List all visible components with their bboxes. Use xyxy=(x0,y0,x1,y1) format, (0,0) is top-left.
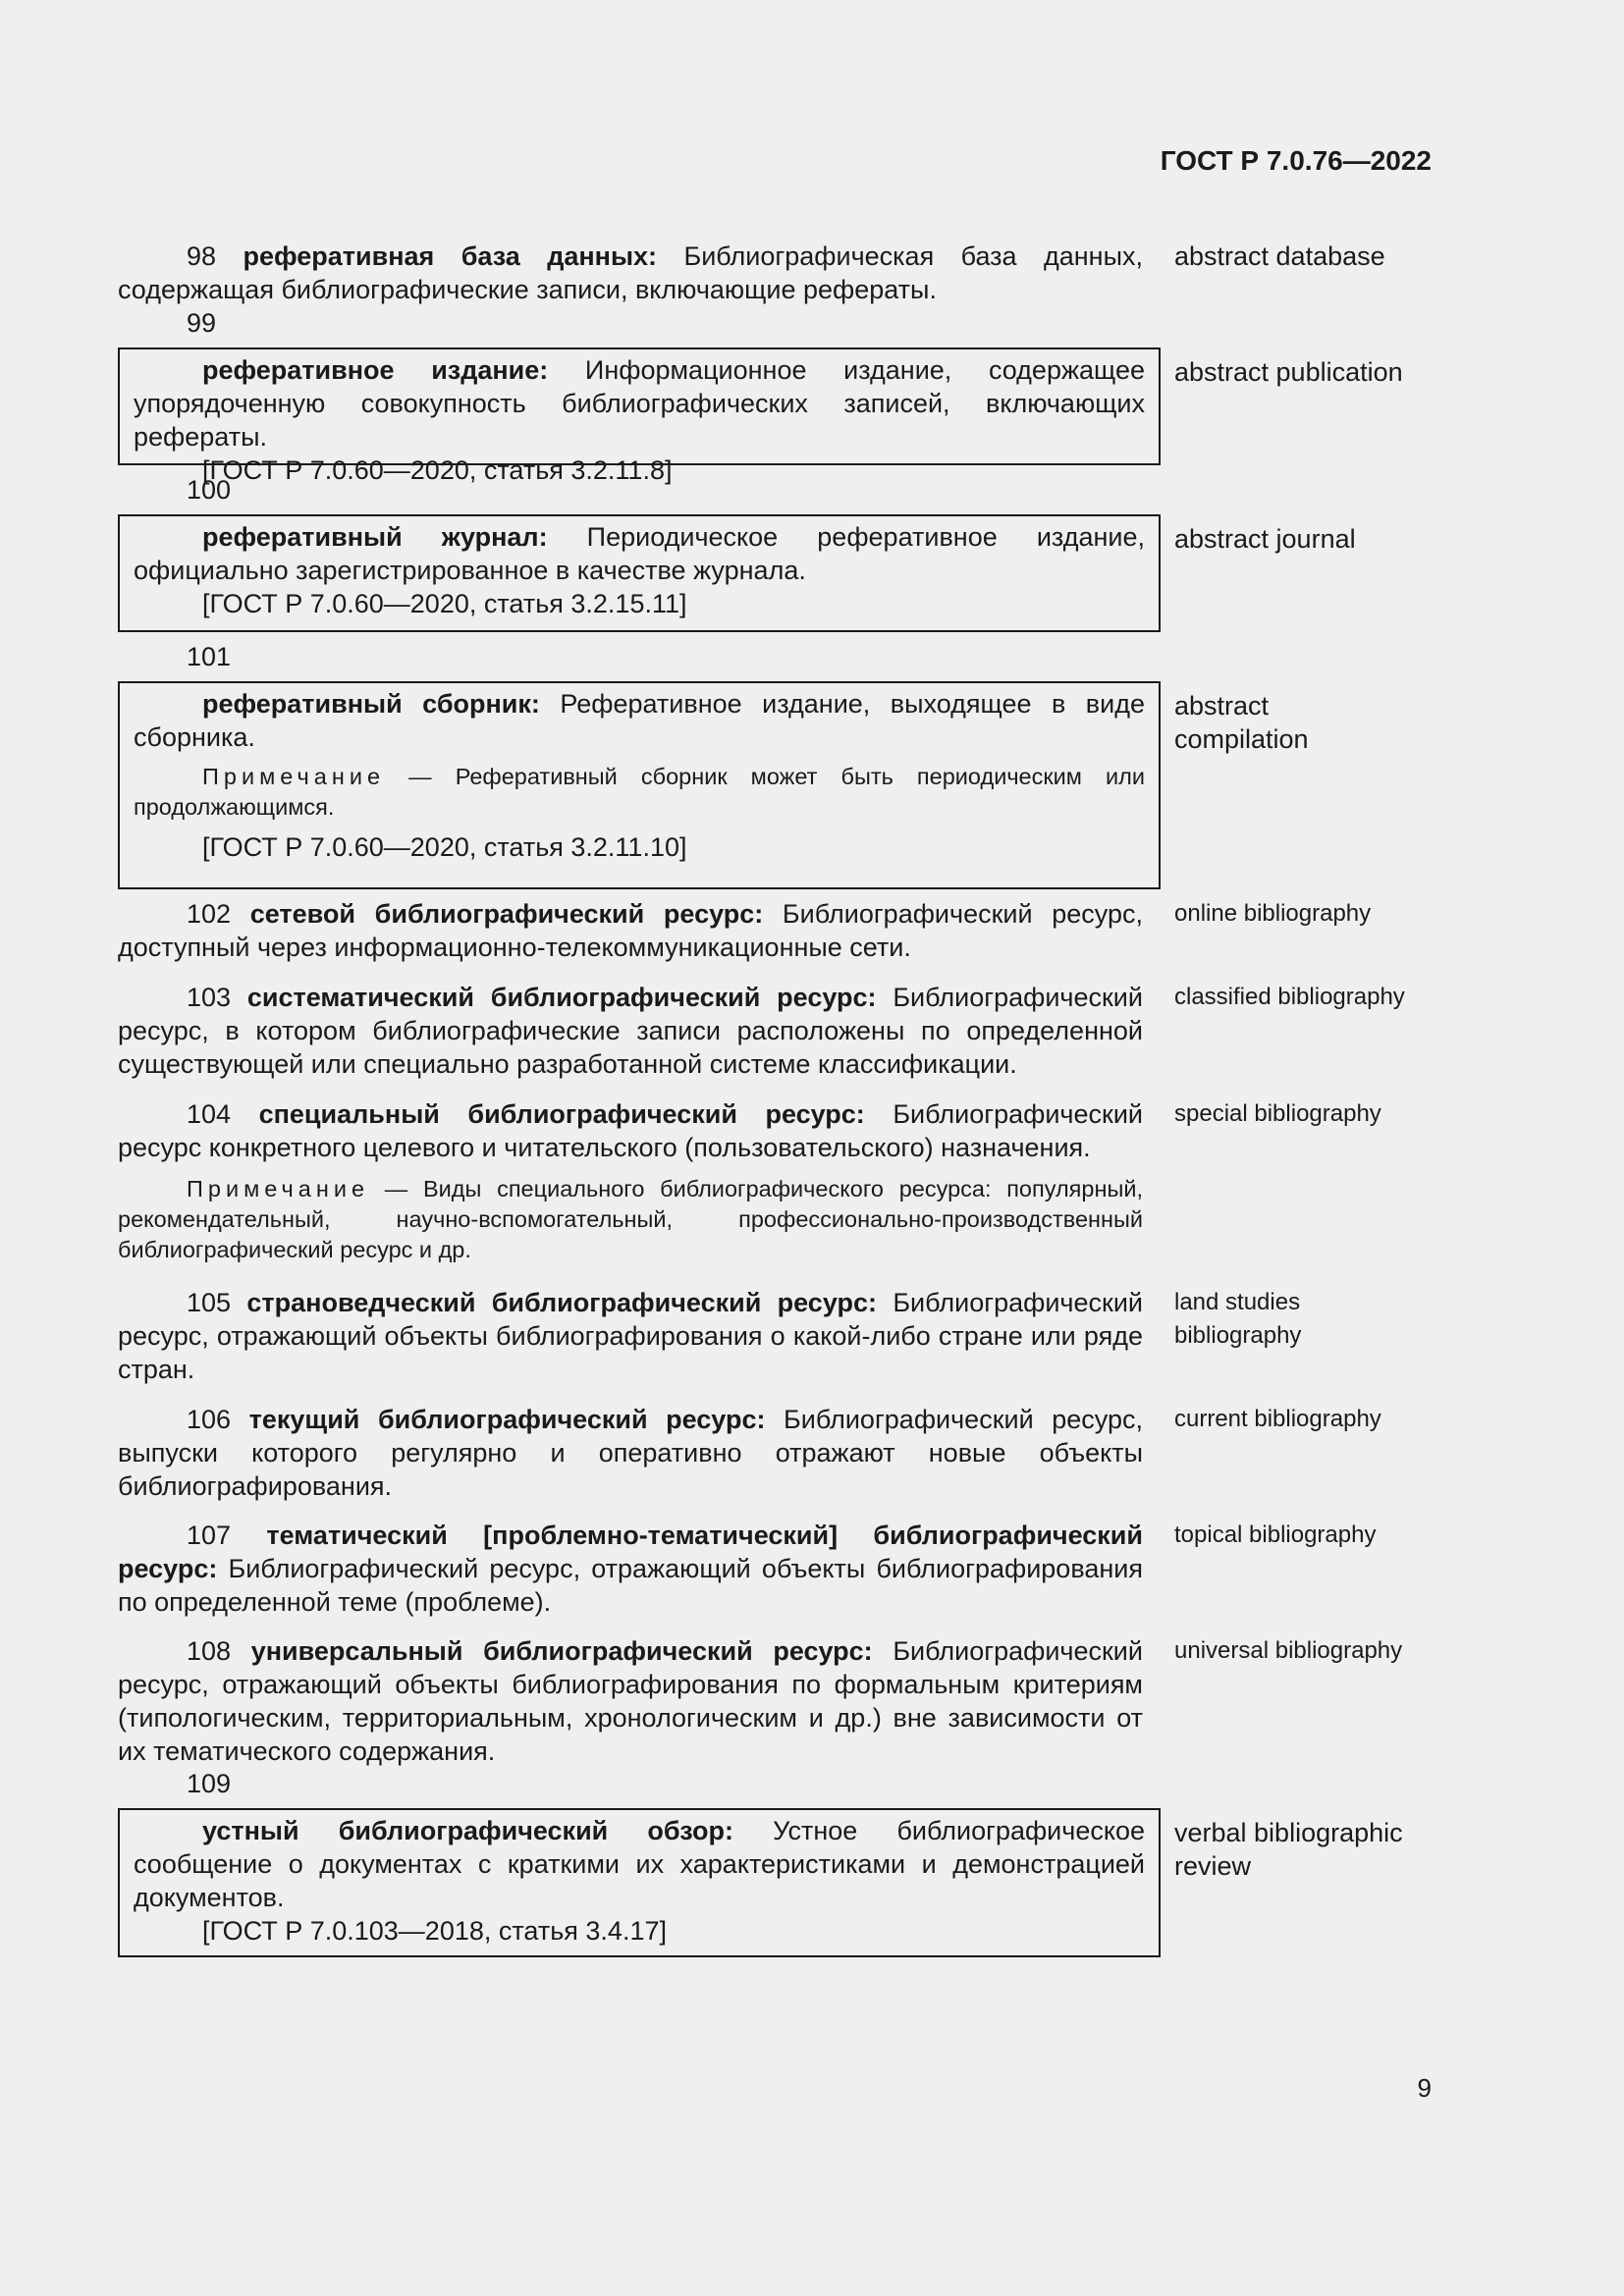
term-definition: Реферативное издание, выходящее в виде сборника. xyxy=(134,689,1145,752)
term-number: 106 xyxy=(187,1405,232,1434)
term-title: реферативный сборник: xyxy=(202,689,540,719)
english-equivalent: online bibliography xyxy=(1174,900,1372,927)
note-text: — Реферативный сборник может быть периодическим или продолжающимся. xyxy=(134,764,1145,820)
english-equivalent: abstract database xyxy=(1174,241,1385,271)
term-text xyxy=(134,687,1145,864)
term-title: реферативный журнал: xyxy=(202,522,548,552)
english-equivalent xyxy=(1174,689,1434,756)
term-text xyxy=(134,520,1145,620)
term-definition: Библиографический ресурс, в котором библиографические записи расположены по определенной существующей или специально разработанной системе классификации. xyxy=(118,983,1143,1079)
document-header: ГОСТ Р 7.0.76—2022 xyxy=(1160,145,1432,176)
term-number: 105 xyxy=(187,1288,232,1317)
term-title: страноведческий библиографический ресурс: xyxy=(246,1288,877,1317)
term-text xyxy=(118,1519,1143,1619)
term-definition: Библиографический ресурс, выпуски которого регулярно и оперативно отражают новые объекты библиографирования. xyxy=(118,1405,1143,1501)
term-number: 104 xyxy=(187,1099,232,1129)
term-number: 100 xyxy=(187,475,232,505)
boxed-standard-term xyxy=(118,681,1161,889)
term-text xyxy=(134,1814,1145,1948)
term-title: устный библиографический обзор: xyxy=(202,1816,733,1845)
term-definition: Информационное издание, содержащее упорядоченную совокупность библиографических записей, включающих рефераты. xyxy=(134,355,1145,452)
term-number: 103 xyxy=(187,983,232,1012)
term-text xyxy=(118,1286,1143,1386)
english-line: bibliography xyxy=(1174,1322,1302,1349)
source-reference: [ГОСТ Р 7.0.60—2020, статья 3.2.15.11] xyxy=(202,589,687,618)
term-number: 98 xyxy=(187,241,217,271)
term-text xyxy=(118,240,1143,306)
source-reference: [ГОСТ Р 7.0.60—2020, статья 3.2.11.10] xyxy=(202,832,687,862)
term-title: реферативная база данных: xyxy=(243,241,658,271)
note-text: — Виды специального библиографического ресурса: популярный, рекомендательный, научно-вспомогательный, профессионально-производственный библиографический ресурс и др. xyxy=(118,1176,1143,1262)
english-line: abstract xyxy=(1174,691,1270,721)
term-text xyxy=(118,897,1143,964)
english-line: review xyxy=(1174,1851,1252,1881)
english-equivalent: abstract publication xyxy=(1174,357,1403,387)
term-text xyxy=(118,981,1143,1081)
term-definition: Устное библиографическое сообщение о документах с краткими их характеристиками и демонстрацией документов. xyxy=(134,1816,1145,1912)
english-equivalent xyxy=(1174,1816,1434,1883)
term-note xyxy=(134,762,1145,823)
term-title: специальный библиографический ресурс: xyxy=(258,1099,865,1129)
english-equivalent: special bibliography xyxy=(1174,1100,1381,1127)
english-equivalent: topical bibliography xyxy=(1174,1522,1377,1548)
term-number: 102 xyxy=(187,899,232,929)
note-label: Примечание xyxy=(187,1176,370,1201)
term-number: 109 xyxy=(187,1769,232,1798)
english-line: compilation xyxy=(1174,724,1309,754)
term-definition: Библиографический ресурс, отражающий объекты библиографирования о какой-либо стране или ряде стран. xyxy=(118,1288,1143,1384)
term-note xyxy=(118,1174,1143,1265)
page-number: 9 xyxy=(1417,2073,1432,2103)
term-title: реферативное издание: xyxy=(202,355,549,385)
term-definition: Библиографический ресурс, доступный через информационно-телекоммуникационные сети. xyxy=(118,899,1143,962)
term-number: 108 xyxy=(187,1636,232,1666)
english-equivalent: classified bibliography xyxy=(1174,984,1405,1010)
english-equivalent: universal bibliography xyxy=(1174,1637,1403,1664)
term-definition: Библиографический ресурс, отражающий объекты библиографирования по формальным критериям (типологическим, территориальным, хронологическим и др.) вне зависимости от их тематического содержания. xyxy=(118,1636,1143,1766)
term-title: тематический [проблемно-тематический] библиографический ресурс: xyxy=(118,1521,1143,1583)
term-title: сетевой библиографический ресурс: xyxy=(249,899,764,929)
term-definition: Библиографический ресурс конкретного целевого и читательского (пользовательского) назначения. xyxy=(118,1099,1143,1162)
term-number: 101 xyxy=(187,642,232,671)
term-number: 107 xyxy=(187,1521,232,1550)
term-text xyxy=(118,1403,1143,1503)
term-number: 99 xyxy=(187,308,217,338)
english-equivalent: abstract journal xyxy=(1174,524,1356,554)
source-reference: [ГОСТ Р 7.0.103—2018, статья 3.4.17] xyxy=(202,1916,667,1946)
source-reference: [ГОСТ Р 7.0.60—2020, статья 3.2.11.8] xyxy=(202,455,673,485)
term-text xyxy=(134,353,1145,487)
english-equivalent: current bibliography xyxy=(1174,1406,1381,1432)
term-title: универсальный библиографический ресурс: xyxy=(250,1636,873,1666)
term-title: текущий библиографический ресурс: xyxy=(248,1405,766,1434)
english-line: verbal bibliographic xyxy=(1174,1818,1403,1847)
note-label: Примечание xyxy=(202,764,386,789)
term-title: систематический библиографический ресурс: xyxy=(246,983,877,1012)
term-definition: Библиографический ресурс, отражающий объекты библиографирования по определенной теме (проблеме). xyxy=(118,1554,1143,1617)
boxed-standard-term xyxy=(118,347,1161,485)
term-text xyxy=(118,1634,1143,1768)
boxed-standard-term xyxy=(118,514,1161,632)
english-equivalent xyxy=(1174,1286,1434,1353)
term-text xyxy=(118,1097,1143,1265)
term-definition: Периодическое реферативное издание, официально зарегистрированное в качестве журнала. xyxy=(134,522,1145,585)
term-definition: Библиографическая база данных, содержащая библиографические записи, включающие рефераты. xyxy=(118,241,1143,304)
english-line: land studies xyxy=(1174,1289,1301,1315)
boxed-standard-term xyxy=(118,1808,1161,1957)
